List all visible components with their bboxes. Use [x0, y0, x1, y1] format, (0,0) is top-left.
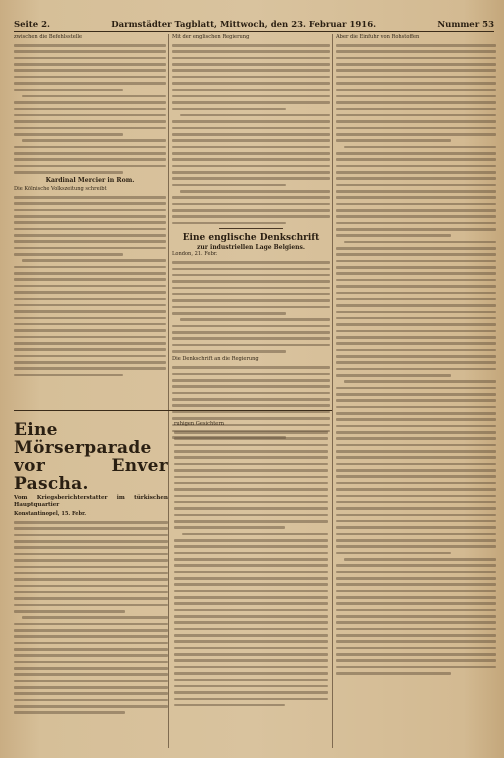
feature-dateline: Konstantinopel, 15. Febr. [14, 511, 87, 517]
column-1 [14, 34, 166, 402]
page-header [14, 14, 494, 32]
column-3 [336, 34, 496, 748]
article-heading: Eine englische Denkschrift [182, 233, 320, 244]
article-subheading: Die Denkschrift an die Regierung [172, 356, 259, 363]
article-heading: Kardinal Mercier in Rom. [45, 176, 135, 184]
column-divider [332, 34, 333, 748]
column-3-opening: Aber die Einfuhr von Rohstoffen [336, 34, 420, 40]
issue-number: Nummer 53 [437, 20, 494, 30]
column-2 [172, 34, 330, 446]
feature-column-1 [14, 421, 168, 718]
feature-column-2 [174, 421, 328, 718]
section-divider [219, 228, 282, 229]
column-2-opening: Mit der englischen Regierung [172, 34, 250, 40]
feature-title: Eine Mörserparade vor Enver Pascha. [14, 421, 168, 494]
newspaper-dateline: Darmstädter Tagblatt, Mittwoch, den 23. Februar 1916. [111, 20, 377, 30]
feature-article [14, 418, 328, 748]
column-1-opening: zwischen die Befehlsstelle [14, 34, 82, 40]
article-lead: Die Kölnische Volkszeitung schreibt [14, 185, 107, 192]
feature-col2-opening: ruhigen Gesichtern [174, 421, 225, 427]
feature-subtitle: Vom Kriegsberichterstatter im türkischen Hauptquartier [14, 495, 168, 508]
page-number-label: Seite 2. [14, 20, 50, 30]
article-subheading: zur industriellen Lage Belgiens. [197, 244, 305, 252]
article-dateline: London, 21. Febr. [172, 251, 218, 258]
section-divider [14, 410, 332, 411]
